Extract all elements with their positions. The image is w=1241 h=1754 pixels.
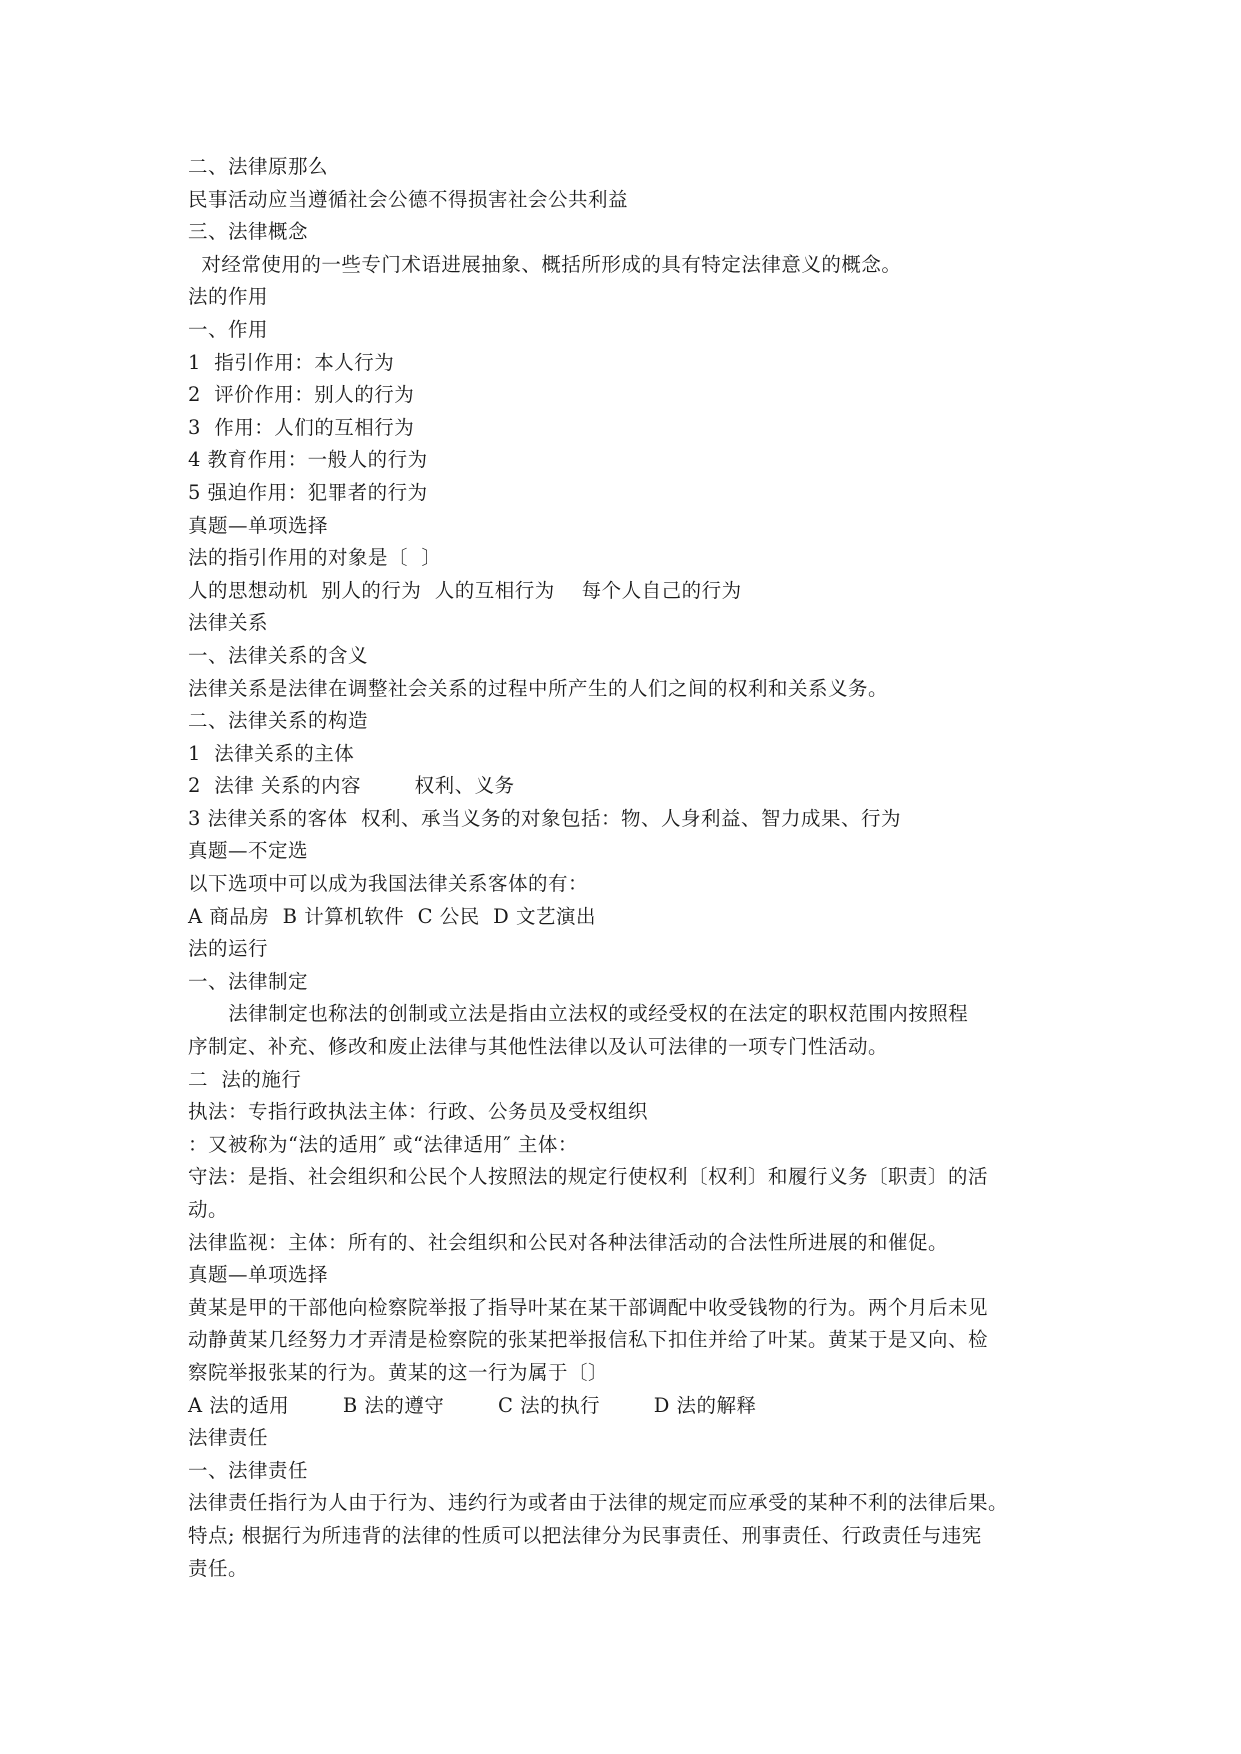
heading-structure: 二、法律关系的构造 [188,709,369,733]
list-item: 5 强迫作用：犯罪者的行为 [188,480,428,504]
text-line: 法律责任指行为人由于行为、违约行为或者由于法律的规定而应承受的某种不利的法律后果。 [188,1491,1009,1515]
heading-legal-principle: 二、法律原那么 [188,155,329,178]
question-options: A 商品房 B 计算机软件 C 公民 D 文艺演出 [188,904,596,928]
text-line: 序制定、补充、修改和废止法律与其他性法律以及认可法律的一项专门性活动。 [188,1035,889,1059]
list-item: 2 评价作用：别人的行为 [188,383,415,407]
list-item: 1 指引作用：本人行为 [188,350,395,374]
heading-legal-concept: 三、法律概念 [188,220,309,244]
text-line: 责任。 [188,1556,249,1580]
text-line: 民事活动应当遵循社会公德不得损害社会公共利益 [188,187,629,211]
list-item: 3 法律关系的客体 权利、承当义务的对象包括：物、人身利益、智力成果、行为 [188,806,902,830]
question-text: 动静黄某几经努力才弄清是检察院的张某把举报信私下扣住并给了叶某。黄某于是又向、检 [188,1328,989,1352]
exam-question-label: 真题—单项选择 [188,513,329,537]
heading-meaning: 一、法律关系的含义 [188,643,369,667]
section-title-legal-relationship: 法律关系 [188,611,269,635]
list-item: 1 法律关系的主体 [188,741,355,765]
text-line: 法律监视：主体：所有的、社会组织和公民对各种法律活动的合法性所进展的和催促。 [188,1230,949,1254]
list-item: 3 作用：人们的互相行为 [188,415,415,439]
document-page [188,151,1068,1585]
exam-question-label: 真题—不定选 [188,839,309,863]
question-options: 人的思想动机 别人的行为 人的互相行为 每个人自己的行为 [188,578,742,602]
text-line: 执法：专指行政执法主体：行政、公务员及受权组织 [188,1100,649,1124]
section-title-legal-liability: 法律责任 [188,1426,269,1450]
list-item: 4 教育作用：一般人的行为 [188,448,428,472]
text-line: 动。 [188,1198,229,1221]
question-text: 黄某是甲的干部他向检察院举报了指导叶某在某干部调配中收受钱物的行为。两个月后未见 [188,1295,989,1319]
question-text: 以下选项中可以成为我国法律关系客体的有： [188,872,589,896]
text-line: 对经常使用的一些专门术语进展抽象、概括所形成的具有特定法律意义的概念。 [188,252,902,276]
section-title-operation-of-law: 法的运行 [188,937,269,961]
section-title-function-of-law: 法的作用 [188,285,269,309]
question-text: 察院举报张某的行为。黄某的这一行为属于〔〕 [188,1360,609,1384]
text-line: 特点; 根据行为所违背的法律的性质可以把法律分为民事责任、刑事责任、行政责任与违宪 [188,1523,982,1547]
text-line: 法律制定也称法的创制或立法是指由立法权的或经受权的在法定的职权范围内按照程 [188,1002,969,1026]
question-text: 法的指引作用的对象是〔 〕 [188,546,442,570]
heading-legal-liability: 一、法律责任 [188,1458,309,1482]
heading-function: 一、作用 [188,317,269,341]
heading-implementation: 二 法的施行 [188,1067,302,1091]
text-line: ：又被称为“法的适用″ 或“法律适用″ 主体： [188,1132,578,1156]
heading-lawmaking: 一、法律制定 [188,969,309,993]
question-options: A 法的适用 B 法的遵守 C 法的执行 D 法的解释 [188,1393,757,1417]
exam-question-label: 真题—单项选择 [188,1263,329,1287]
text-line: 守法：是指、社会组织和公民个人按照法的规定行使权利〔权利〕和履行义务〔职责〕的活 [188,1165,989,1189]
text-line: 法律关系是法律在调整社会关系的过程中所产生的人们之间的权利和关系义务。 [188,676,889,700]
list-item: 2 法律 关系的内容 权利、义务 [188,774,515,798]
